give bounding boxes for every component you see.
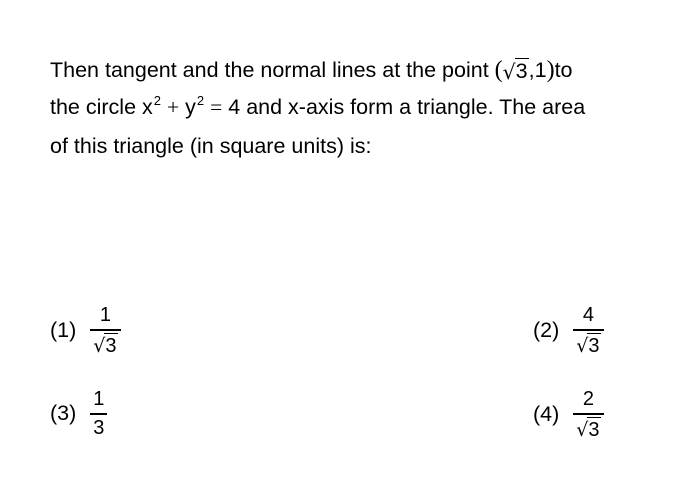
point-radicand: 3 (515, 58, 528, 83)
option-3-numerator: 1 (93, 388, 105, 410)
point-sqrt (503, 58, 529, 83)
option-1-denominator (90, 331, 120, 358)
question-line-1-tail: to (554, 58, 573, 82)
question-line-3: of this triangle (in square units) is: (50, 134, 372, 158)
option-1-label: (1) (50, 318, 77, 343)
option-2[interactable] (533, 304, 604, 358)
option-2-label: (2) (533, 318, 560, 343)
option-4-numerator: 2 (582, 388, 594, 410)
radical-sign: √ (576, 418, 589, 441)
circle-exp-y: 2 (196, 93, 205, 108)
option-4-fraction (573, 388, 603, 442)
option-4-label: (4) (533, 402, 560, 427)
option-1[interactable] (50, 304, 121, 358)
point-y: 1 (534, 58, 547, 82)
question-line-2-prefix: the circle (50, 95, 143, 119)
question-line-1 (50, 52, 660, 89)
circle-var-x: x (142, 95, 153, 119)
option-3[interactable] (50, 388, 107, 440)
option-4-radicand: 3 (588, 418, 600, 441)
question-line-1-text: Then tangent and the normal lines at the point (50, 58, 495, 82)
question-text (50, 52, 660, 165)
point-open-paren: ( (494, 57, 503, 83)
option-1-numerator: 1 (99, 304, 111, 326)
option-3-label: (3) (50, 401, 77, 426)
option-1-fraction (90, 304, 120, 358)
radical-sign: √ (502, 60, 516, 84)
radical-sign: √ (93, 334, 106, 357)
question-line-2-suffix: and x-axis form a triangle. The area (240, 95, 586, 119)
option-2-denominator (573, 331, 603, 358)
circle-plus: + (167, 95, 180, 119)
option-3-denominator: 3 (93, 416, 105, 439)
circle-exp-x: 2 (153, 93, 161, 108)
circle-rhs: 4 (228, 95, 241, 119)
radical-sign: √ (576, 334, 589, 357)
option-1-radicand: 3 (105, 334, 117, 357)
option-4[interactable] (533, 388, 604, 442)
option-2-fraction (573, 304, 603, 358)
point-close-paren: ) (546, 57, 555, 83)
option-2-numerator: 4 (582, 304, 594, 326)
option-4-denominator (573, 415, 603, 442)
question-line-2 (50, 89, 660, 128)
circle-equals: = (210, 95, 223, 119)
option-2-radicand: 3 (588, 334, 600, 357)
point-comma: , (528, 58, 535, 82)
option-3-fraction (90, 388, 107, 440)
circle-var-y: y (185, 95, 196, 119)
